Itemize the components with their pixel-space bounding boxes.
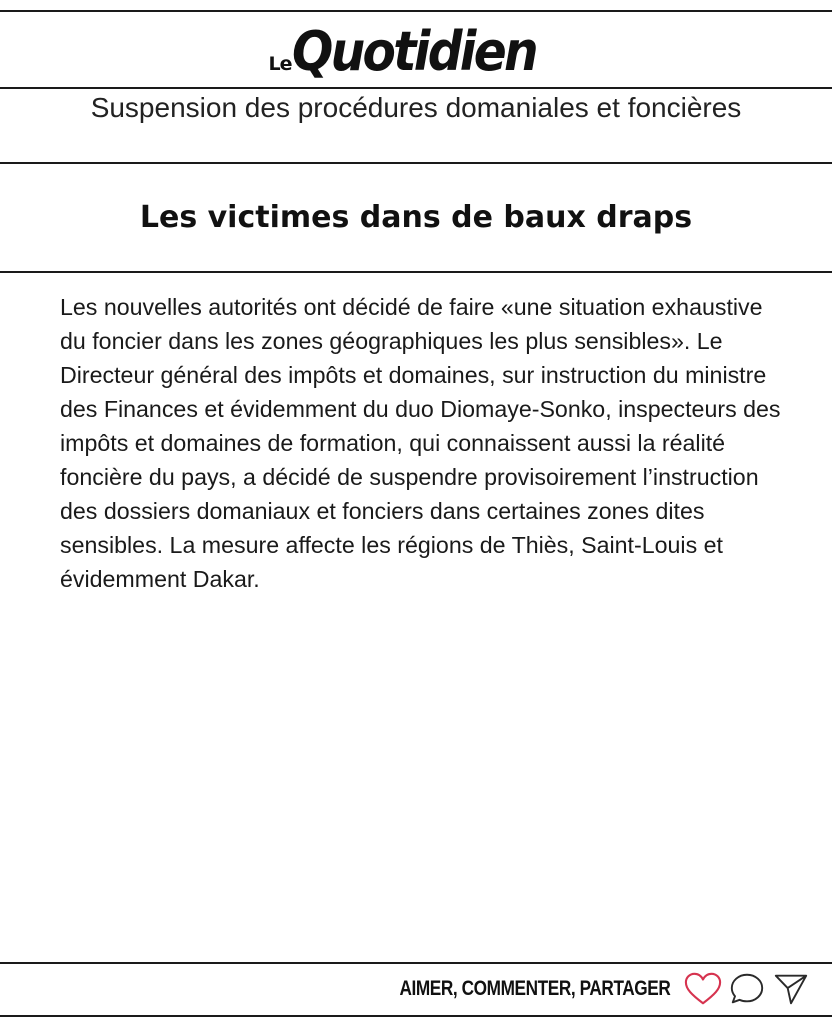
engagement-cta: AIMER, COMMENTER, PARTAGER [399, 977, 670, 1000]
title-divider [0, 271, 832, 273]
article-kicker: Suspension des procédures domaniales et foncières [90, 92, 742, 123]
kicker-divider [0, 162, 832, 164]
footer-top-rule [0, 962, 832, 964]
masthead-divider [0, 87, 832, 89]
engagement-bar [340, 966, 810, 1012]
top-rule [0, 10, 832, 12]
footer-bottom-rule [0, 1015, 832, 1017]
article-body: Les nouvelles autorités ont décidé de faire «une situation exhaustive du foncier dans les zones géographiques les plus sensibles». Le Directeur général des impôts et domaines, sur instruction du ministre des Finances et évidemment du duo Diomaye-Sonko, inspecteurs des impôts et domaines de formation, qui connaissent aussi la réalité foncière du pays, a décidé de suspendre provisoirement l’instruction des dossiers domaniaux et fonciers dans certaines zones dites sensibles. La mesure affecte les régions de Thiès, Saint-Louis et évidemment Dakar. [60, 294, 781, 592]
comment-icon[interactable] [728, 971, 766, 1007]
masthead-prefix: Le [268, 53, 292, 75]
share-icon[interactable] [772, 971, 810, 1007]
masthead-name: Quotidien [292, 20, 537, 83]
article-title: Les victimes dans de baux draps [139, 200, 693, 235]
heart-icon[interactable] [684, 971, 722, 1007]
masthead-logo [0, 14, 832, 84]
